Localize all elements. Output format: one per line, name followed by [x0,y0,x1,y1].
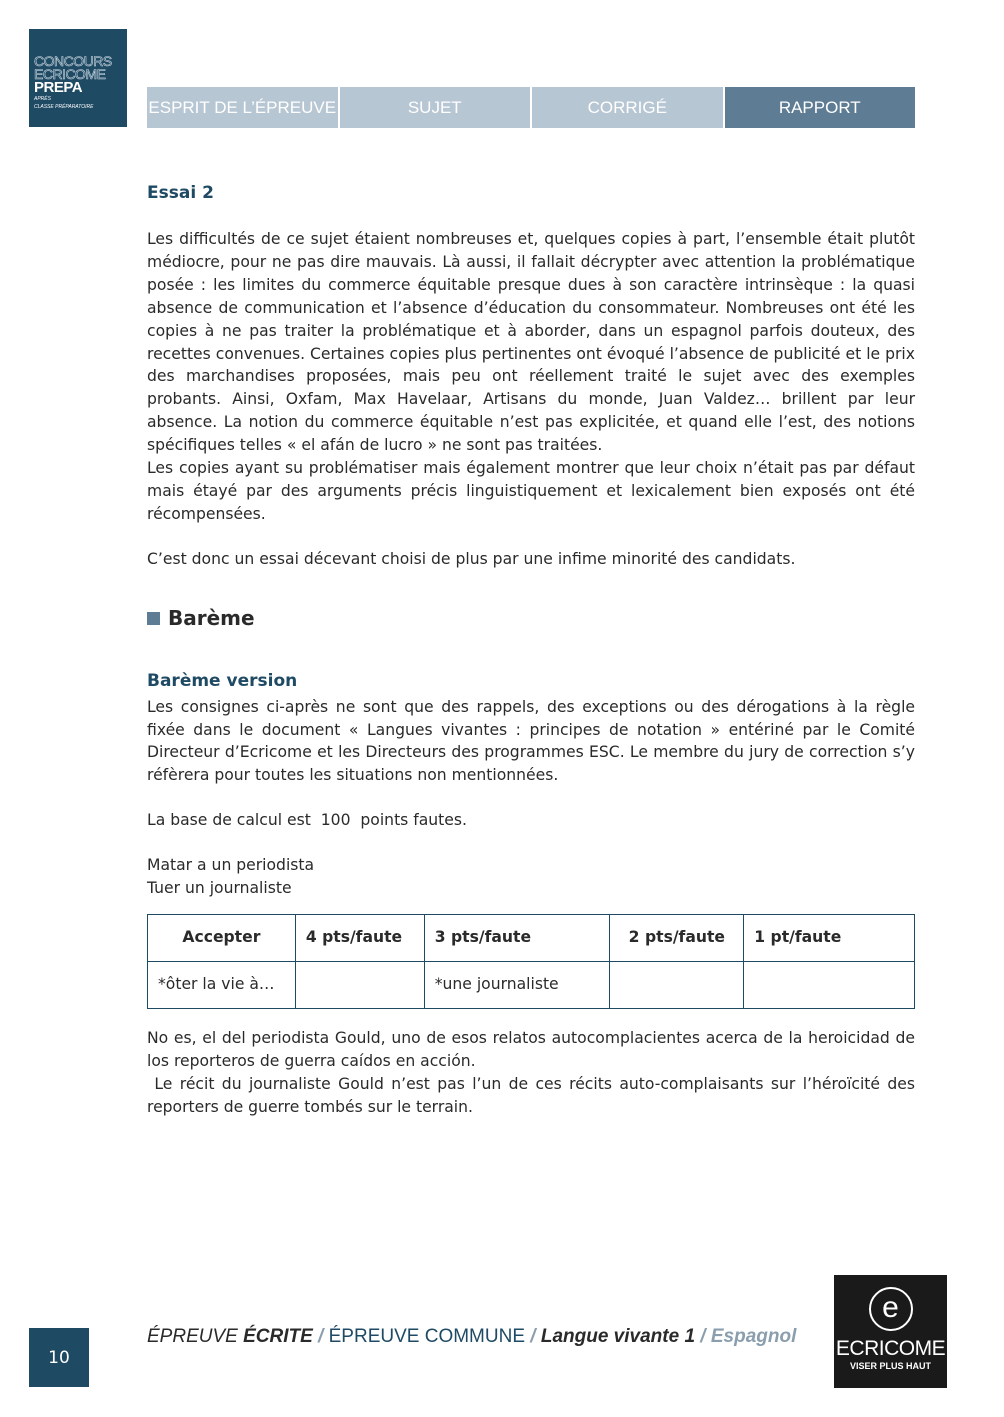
essai-title: Essai 2 [147,183,214,203]
tab-sujet[interactable]: SUJET [340,87,531,128]
page-number: 10 [29,1328,89,1387]
table-header-cell: 1 pt/faute [744,914,915,961]
logo-concours: CONCOURS [34,53,112,69]
bareme-heading [147,607,915,630]
footer-espagnol: Espagnol [710,1326,797,1347]
table-cell: *ôter la vie à… [148,961,296,1008]
ecricome-brand-logo [834,1275,947,1388]
french-translation-line: Tuer un journaliste [147,879,292,898]
footer-slash-3: / [695,1326,711,1347]
table-cell [610,961,744,1008]
footer-ecrite: ÉCRITE [243,1326,313,1347]
section-tabs [147,87,915,128]
bareme-paragraph-2: La base de calcul est 100 points fautes. [147,811,467,830]
tab-rapport[interactable]: RAPPORT [725,87,916,128]
e-circle-icon: e [869,1287,913,1331]
french-paragraph: Le récit du journaliste Gould n’est pas l’un de ces récits auto-complaisants sur l’héroïcité des reporters de guerre tombés sur le terrain. [147,1074,920,1116]
footer-breadcrumb [147,1326,796,1348]
bareme-title: Barème [168,605,255,630]
square-bullet-icon [147,612,160,625]
spanish-paragraph: No es, el del periodista Gould, uno de esos relatos autocomplacientes acerca de la heroicidad de los reporteros de guerra caídos en acción. [147,1028,915,1070]
footer-slash-1: / [312,1326,329,1347]
logo-classe: CLASSE PRÉPARATOIRE [34,104,94,110]
bareme-paragraph-1: Les consignes ci-après ne sont que des rappels, des exceptions ou des dérogations à la règle fixée dans le document « Langues vivantes : principes de notation » entériné par le Comité Directeur d’Ecricome et les Directeurs des programmes ESC. Le membre du jury de correction s’y réfèrera pour toutes les situations non mentionnées. [147,697,915,785]
brand-tagline: VISER PLUS HAUT [849,1361,931,1371]
footer-epreuve-1: ÉPREUVE [147,1326,244,1347]
table-cell: *une journaliste [424,961,610,1008]
table-header-cell: 2 pts/faute [610,914,744,961]
logo-apres: APRÈS [34,96,51,102]
table-header-cell: Accepter [148,914,296,961]
table-header-cell: 3 pts/faute [424,914,610,961]
table-cell [744,961,915,1008]
footer-epreuve-2: ÉPREUVE [328,1326,425,1347]
table-header-cell: 4 pts/faute [295,914,424,961]
essai-paragraph-2: Les copies ayant su problématiser mais également montrer que leur choix n’était pas par défaut mais étayé par des arguments précis linguistiquement et lexicalement bien exposés ont été récompensées. [147,459,915,523]
table-header-row [148,914,915,961]
footer-commune: COMMUNE [424,1326,525,1347]
spanish-source-line: Matar a un periodista [147,856,315,875]
tab-esprit[interactable]: ESPRIT DE L’ÉPREUVE [147,87,338,128]
logo-ecricome: ECRICOME [34,66,106,82]
brand-name: ECRICOME [835,1337,946,1360]
tab-corrige[interactable]: CORRIGÉ [532,87,723,128]
bareme-table [147,914,915,1009]
bareme-version-title: Barème version [147,670,298,691]
table-cell [295,961,424,1008]
essai-paragraph-1: Les difficultés de ce sujet étaient nombreuses et, quelques copies à part, l’ensemble était plutôt médiocre, pour ne pas dire mauvais. Là aussi, il fallait décrypter avec attention la problématique posée : les limites du commerce équitable presque dues à son caractère intrinsèque : la quasi absence de communication et l’absence d’éducation du consommateur. Nombreuses ont été les copies à ne pas traiter la problématique et à aborder, dans un espagnol parfois douteux, des recettes convenues. Certaines copies plus pertinentes ont évoqué l’absence de publicité et le prix des marchandises proposées, mais peu ont réellement traité le sujet avec des exemples probants. Ainsi, Oxfam, Max Havelaar, Artisans du monde, Juan Valdez… brillent par leur absence. La notion du commerce équitable n’est pas explicitée, et quand elle l’est, des notions spécifiques telles « el afán de lucro » ne sont pas traitées. [147,230,915,455]
main-content [147,178,920,1119]
footer-slash-2: / [525,1326,541,1347]
logo-prepa: PREPA [34,79,83,96]
essai-paragraph-3: C’est donc un essai décevant choisi de plus par une infime minorité des candidats. [147,549,796,568]
table-row [148,961,915,1008]
concours-logo [29,29,127,127]
footer-langue: Langue vivante 1 [540,1326,696,1347]
